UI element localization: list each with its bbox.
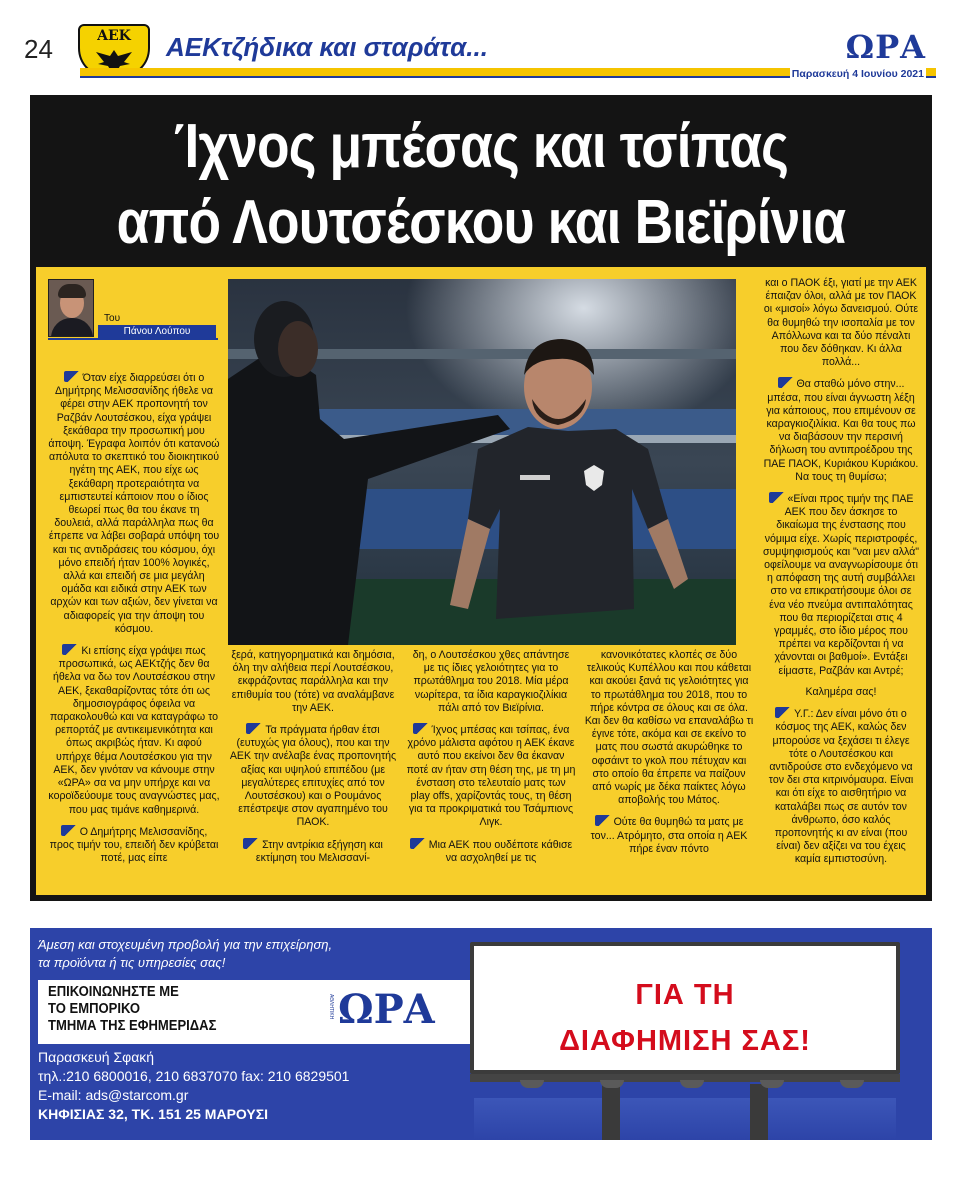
headline	[93, 109, 869, 261]
text-column-4	[584, 649, 754, 889]
article-paragraph: δη, ο Λουτσέσκου χθες απάντησε με τις ίδιες γελοιότητες για το πρωτάθλημα του 2018. Μία μέρα νωρίτερα, τα ίδια καραγκιοζιλίκια πάλι από τον Βιεϊρίνια.	[412, 649, 570, 714]
billboard-lamp	[840, 1080, 864, 1088]
billboard-shadow	[474, 1098, 896, 1140]
article	[30, 95, 932, 901]
ad-tagline-line-2: τα προϊόντα ή τις υπηρεσίες σας!	[38, 955, 226, 970]
article-paragraph: Μια ΑΕΚ που ουδέποτε κάθισε να ασχοληθεί με τις	[406, 838, 576, 865]
author-rule	[48, 338, 218, 340]
billboard	[470, 942, 900, 1074]
ad-contact-line-3: ΤΜΗΜΑ ΤΗΣ ΕΦΗΜΕΡΙΔΑΣ	[48, 1018, 217, 1034]
text-column-2	[228, 649, 398, 889]
ad-tagline	[38, 936, 458, 972]
billboard-pole-right	[750, 1084, 768, 1140]
billboard-line-2: ΔΙΑΦΗΜΙΣΗ ΣΑΣ!	[559, 1025, 811, 1057]
article-paragraph: Ο Δημήτρης Μελισσανίδης, προς τιμήν του, επειδή δεν κρύβεται ποτέ, μας είπε	[49, 825, 219, 865]
article-paragraph: Τα πράγματα ήρθαν έτσι (ευτυχώς για όλους), που και την ΑΕΚ την ανέλαβε ένας προπονητής αξίας και υψηλού επιπέδου (με μεγαλύτερες επιτυχίες από τον Λουτσέσκου) και ο Ρουμάνος επέστρεψε στον αγαπημένο του ΠΑΟΚ.	[229, 724, 397, 829]
author-by: Του	[104, 313, 121, 324]
article-paragraph: κανονικότατες κλοπές σε δύο τελικούς Κυπέλλου και που κάθεται και ακούει ξανά τις γελοιότητες για το πρωτάθλημα του 2018, που το πήρε κόντρα σε όλους και σε όλα. Και δεν θα καθίσω να επαναλάβω τι έγινε τότε, ακόμα και σε εκείνο το ματς που σωστά ακυρώθηκε το οφσάιντ το γκολ που πέτυχαν και στο οποίο θα έπρεπε να παίζουν από νωρίς με δέκα παίκτες λόγω αποβολής του Μάτος.	[584, 649, 754, 807]
ad-contact-box	[38, 980, 474, 1044]
billboard-lamp	[680, 1080, 704, 1088]
ad-email[interactable]: E-mail: ads@starcom.gr	[38, 1087, 189, 1103]
brand-logo: ΩΡΑ	[845, 28, 926, 66]
article-paragraph: Όταν είχε διαρρεύσει ότι ο Δημήτρης Μελισσανίδης ήθελε να φέρει στην ΑΕΚ προπονητή τον Ραζβάν Λουτσέσκου, είχα γράψει ξεκάθαρα την προσωπική μου άποψη. Έγραφα λοιπόν ότι κατανοώ απόλυτα το σκεπτικό του διοικητικού ηγέτη της ΑΕΚ, που είχε ως ξεκάθαρη προτεραιότητα να εμπιστευτεί κάποιον που ο ίδιος θεωρεί πως θα του έκανε τη δουλειά, αλλά παράλληλα πως θα έπρεπε να λάβει σοβαρά υπόψη του και τις αντιδράσεις του κόσμου, όχι μόνο επειδή ήταν 100% λογικές, αλλά και επειδή σε μια μεγάλη ομάδα και ειδικά στην ΑΕΚ των αρχών και των αξιών, δεν γίνεται να αδιαφορείς για την άποψη του κόσμου.	[48, 372, 220, 635]
stadium-photo	[228, 279, 736, 645]
ad-contact-line-2: ΤΟ ΕΜΠΟΡΙΚΟ	[48, 1001, 140, 1017]
page-number: 24	[24, 34, 53, 64]
article-body	[36, 267, 926, 895]
billboard-lamp	[600, 1080, 624, 1088]
article-paragraph: Ούτε θα θυμηθώ τα ματς με τον... Ατρόμητο, στα οποία η ΑΕΚ πήρε έναν πόντο	[584, 815, 754, 856]
ad-contact-text	[48, 984, 282, 1035]
billboard-pole-left	[602, 1084, 620, 1140]
ad-details	[38, 1048, 474, 1124]
article-paragraph: «Είναι προς τιμήν της ΠΑΕ ΑΕΚ που δεν άσκησε το δικαίωμα της ένστασης που νόμιμα είχε. Χωρίς περιστροφές, συμψηφισμούς και "ναι μεν αλλά" οφείλουμε να αναγνωρίσουμε ότι η απόφαση της αυτή συμβάλλει στο να επικρατήσουμε όλοι σε ένα νέο πνεύμα αντιπαλότητας που θα περιορίζεται στις 4 γραμμές, στο ίδιο μέρος που πρέπει να κερδίζονται ή να χάνονται οι βαθμοί». Εντάξει είμαστε, Ραζβάν και Αντρέ;	[762, 493, 920, 677]
article-paragraph: Θα σταθώ μόνο στην... μπέσα, που είναι άγνωστη λέξη για κάποιους, που επιμένουν σε καραγκιοζιλίκια. Και θα τους πω να διαβάσουν την περσινή δήλωση του αντιπροέδρου της ΠΑΕ ΠΑΟΚ, Κυριάκου Κυριάκου. Να τους τη θυμίσω;	[763, 378, 919, 483]
text-column-3	[406, 649, 576, 889]
article-paragraph: Στην αντρίκια εξήγηση και εκτίμηση του Μελισσανί-	[228, 838, 398, 865]
billboard-lamp	[760, 1080, 784, 1088]
article-paragraph: ξερά, κατηγορηματικά και δημόσια, όλη την αλήθεια περί Λουτσέσκου, εκφράζοντας παράλληλα και την επιθυμία του (τότε) να αναλάμβανε την ΑΕΚ.	[231, 649, 395, 714]
advertisement	[30, 928, 932, 1140]
ad-address: ΚΗΦΙΣΙΑΣ 32, ΤΚ. 151 25 ΜΑΡΟΥΣΙ	[38, 1106, 269, 1122]
ad-phones: τηλ.:210 6800016, 210 6837070 fax: 210 6829501	[38, 1068, 350, 1084]
article-paragraph: Ίχνος μπέσας και τσίπας, ένα χρόνο μάλιστα αφότου η ΑΕΚ έκανε αυτό που εκείνοι δεν θα έκαναν ποτέ αν ήταν στη θέση της, με τη μη ένσταση στο τελευταίο ματς των play offs, χαρίζοντάς τους, τη θέση για τα προκριματικά του Τσάμπιονς Λιγκ.	[406, 724, 576, 829]
author-photo	[48, 279, 94, 337]
headline-line-2: από Λουτσέσκου και Βιεϊρίνια	[116, 188, 846, 257]
article-paragraph: και ο ΠΑΟΚ έξι, γιατί με την ΑΕΚ έπαιζαν όλοι, αλλά με τον ΠΑΟΚ οι «μισοί» λόγω δανεισμού. Ούτε θα θυμηθώ την ισοπαλία με τον Απόλλωνα και τα δύο πέναλτι που δεν δόθηκαν. Κι άλλα πολλά...	[763, 277, 919, 369]
ad-contact-name: Παρασκευή Σφακή	[38, 1049, 155, 1065]
ad-logo-small: ΑΘΛΗΤΙΚΗ	[328, 994, 334, 1020]
article-paragraph: Καλημέρα σας!	[805, 685, 877, 698]
billboard-line-1: ΓΙΑ ΤΗ	[635, 979, 735, 1011]
text-column-1	[48, 371, 220, 891]
author-name: Πάνου Λούπου	[98, 325, 216, 339]
ad-logo: ΩΡΑ	[338, 986, 435, 1033]
ad-tagline-line-1: Άμεση και στοχευμένη προβολή για την επιχείρηση,	[38, 937, 333, 952]
article-paragraph: Υ.Γ.: Δεν είναι μόνο ότι ο κόσμος της ΑΕΚ, καλώς δεν μπορούσε να ξεχάσει τι έλεγε τότε ο Λουτσέσκου και αντιδρούσε στο ενδεχόμενο να τον δει στα κιτρινόμαυρα. Είναι και ότι είχε το αισθητήριο να καταλάβει πως σε αυτόν τον άνθρωπο, όσο καλός προπονητής κι αν είναι (που είναι) δεν αξίζει να του έχεις καμία εμπιστοσύνη.	[762, 707, 920, 866]
billboard-lamp	[520, 1080, 544, 1088]
page-header	[22, 22, 936, 82]
ad-contact-line-1: ΕΠΙΚΟΙΝΩΝΗΣΤΕ ΜΕ	[48, 984, 179, 1000]
billboard-text	[474, 972, 896, 1064]
headline-line-1: Ίχνος μπέσας και τσίπας	[173, 112, 789, 181]
text-column-5	[762, 277, 920, 889]
issue-date: Παρασκευή 4 Ιουνίου 2021	[791, 68, 924, 80]
section-title: ΑΕΚτζήδικα και σταράτα...	[166, 32, 488, 62]
badge-text: ΑΕΚ	[97, 28, 131, 44]
article-photo	[228, 279, 736, 645]
article-paragraph: Κι επίσης είχα γράψει πως προσωπικά, ως ΑΕΚτζής δεν θα ήθελα να δω τον Λουτσέσκου στην ΑΕΚ, ξεκαθαρίζοντας τότε ότι ως δημοσιογράφος όφειλα να παρακολουθώ και να καταγράφω το ρεπορτάζ με αντικειμενικότητα και όπως ακριβώς ήταν. Κι αφού υπήρχε θέμα Λουτσέσκου για την ΑΕΚ, δεν γινόταν να κάνουμε στην «ΩΡΑ» σα να μην υπήρχε και να κοροϊδεύουμε τους αναγνώστες μας, που μας τιμάνε καθημερινά.	[48, 645, 220, 816]
